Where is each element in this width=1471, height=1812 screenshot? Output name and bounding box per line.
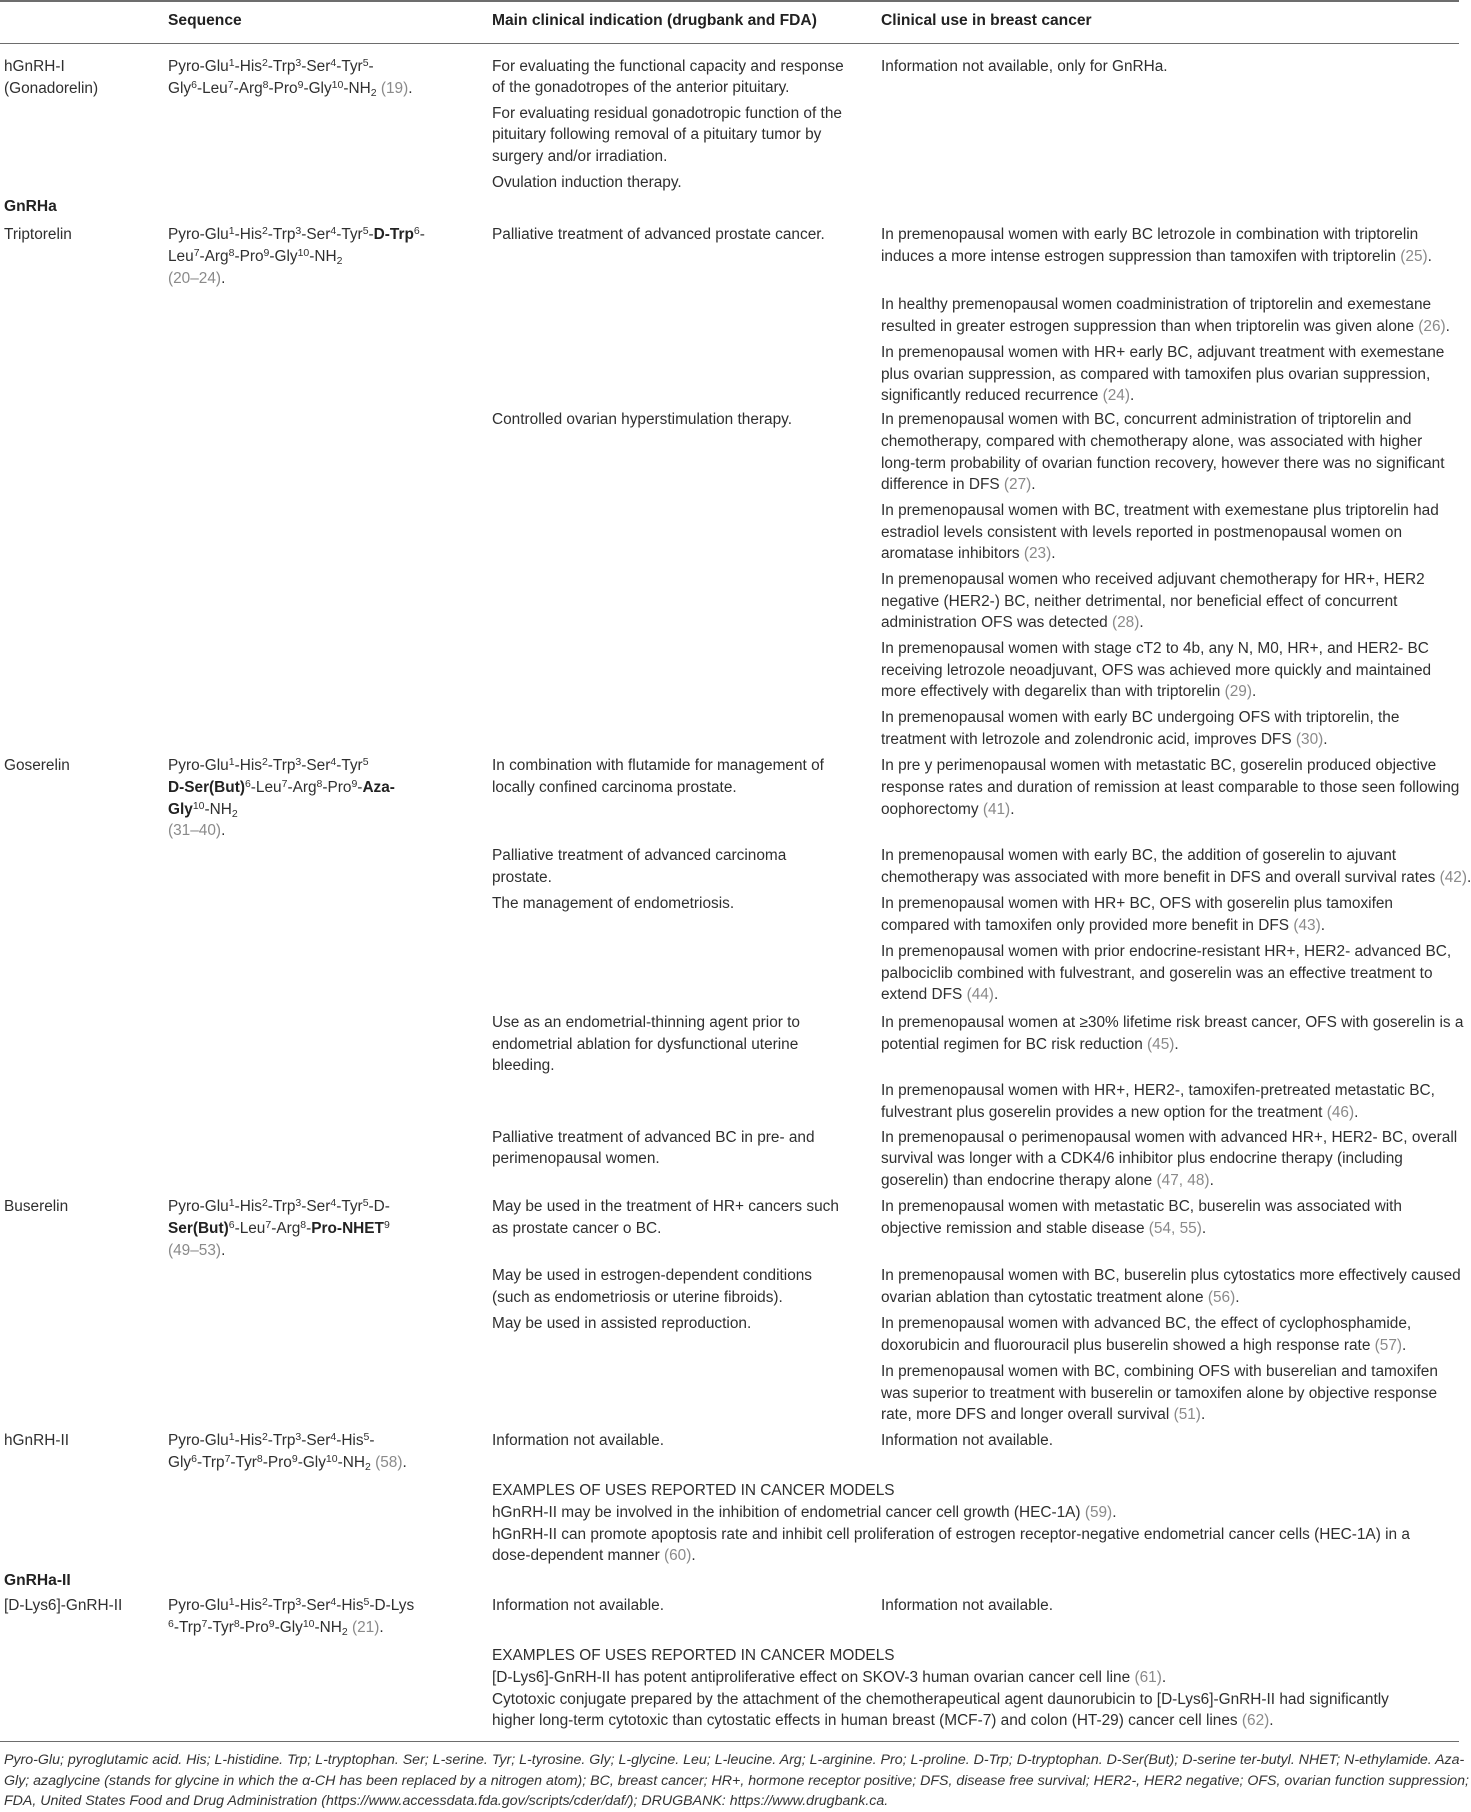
header-rule <box>0 43 1459 44</box>
clinical-use-line: Information not available, only for GnRHa. <box>881 58 1168 75</box>
indication-line: The management of endometriosis. <box>492 895 735 912</box>
indication-line: Use as an endometrial-thinning agent prior to <box>492 1014 800 1031</box>
indication-line: pituitary following removal of a pituitary tumor by <box>492 126 822 143</box>
example-line: dose-dependent manner (60). <box>492 1547 696 1564</box>
reference-link[interactable]: (31–40) <box>168 822 222 839</box>
indication-line: Palliative treatment of advanced prostate cancer. <box>492 226 825 243</box>
clinical-use-line: administration OFS was detected (28). <box>881 614 1144 631</box>
sequence-line: Pyro-Glu$^1$-His$^2$-Trp$^3$-Ser$^4$-Tyr$^5$- <box>168 57 374 75</box>
header-clinical-use: Clinical use in breast cancer <box>881 12 1092 29</box>
clinical-use-line: In premenopausal o perimenopausal women with advanced HR+, HER2- BC, overall <box>881 1129 1458 1146</box>
hormone-name: Triptorelin <box>4 226 72 243</box>
clinical-use-line: In premenopausal women with BC, combining OFS with buserelian and tamoxifen <box>881 1363 1438 1380</box>
indication-line: as prostate cancer o BC. <box>492 1220 662 1237</box>
clinical-use-line: In premenopausal women with BC, concurrent administration of triptorelin and <box>881 411 1412 428</box>
clinical-use-line: In premenopausal women with early BC undergoing OFS with triptorelin, the <box>881 709 1400 726</box>
clinical-use-line: palbociclib combined with fulvestrant, and goserelin was an effective treatment to <box>881 965 1433 982</box>
clinical-use-line: fulvestrant plus goserelin provides a new option for the treatment (46). <box>881 1104 1359 1121</box>
reference-link[interactable]: (23) <box>1023 545 1052 562</box>
hormone-name: hGnRH-I <box>4 58 65 75</box>
indication-line: Palliative treatment of advanced BC in pre- and <box>492 1129 815 1146</box>
reference-link[interactable]: (61) <box>1134 1669 1162 1686</box>
sequence-line: (49–53). <box>168 1242 226 1259</box>
sequence-line: $^6-Trp^7-Tyr^8-Pro^9-Gly^{10}-NH_2$ (21). <box>168 1618 384 1638</box>
clinical-use-line: In premenopausal women with metastatic BC, buserelin was associated with <box>881 1198 1402 1215</box>
examples-heading: EXAMPLES OF USES REPORTED IN CANCER MODELS <box>492 1647 895 1664</box>
reference-link[interactable]: (41) <box>982 801 1011 818</box>
examples-heading: EXAMPLES OF USES REPORTED IN CANCER MODELS <box>492 1482 895 1499</box>
table-bottom-rule <box>0 1741 1459 1742</box>
clinical-use-line: was superior to treatment with buserelin or tamoxifen alone by objective response <box>881 1385 1438 1402</box>
clinical-use-line: doxorubicin and fluorouracil plus buserelin showed a high response rate (57). <box>881 1337 1407 1354</box>
indication-line: Ovulation induction therapy. <box>492 174 682 191</box>
sequence-line: (31–40). <box>168 822 226 839</box>
clinical-use-line: difference in DFS (27). <box>881 476 1036 493</box>
clinical-use-line: receiving letrozole neoadjuvant, OFS was achieved more quickly and maintained <box>881 662 1432 679</box>
header-sequence: Sequence <box>168 12 242 29</box>
example-line: [D-Lys6]-GnRH-II has potent antiproliferative effect on SKOV-3 human ovarian cancer cell line (61). <box>492 1669 1167 1686</box>
group-heading-gnrha-ii: GnRHa-II <box>4 1572 71 1589</box>
clinical-use-line: estradiol levels consistent with levels reported in postmenopausal women on <box>881 524 1402 541</box>
clinical-use-line: aromatase inhibitors (23). <box>881 545 1056 562</box>
reference-link[interactable]: (56) <box>1207 1289 1236 1306</box>
header-main-clinical-indication: Main clinical indication (drugbank and FDA) <box>492 12 817 29</box>
clinical-use-line: negative (HER2-) BC, neither detrimental, nor beneficial effect of concurrent <box>881 593 1398 610</box>
reference-link[interactable]: (44) <box>966 986 994 1003</box>
clinical-use-line: Information not available. <box>881 1432 1053 1449</box>
clinical-use-line: treatment with letrozole and zolendronic acid, improves DFS (30). <box>881 731 1328 748</box>
clinical-use-line: In premenopausal women with HR+ BC, OFS with goserelin plus tamoxifen <box>881 895 1393 912</box>
clinical-use-line: In premenopausal women with BC, treatment with exemestane plus triptorelin had <box>881 502 1439 519</box>
reference-link[interactable]: (28) <box>1111 614 1140 631</box>
reference-link[interactable]: (54, 55) <box>1148 1220 1202 1237</box>
indication-line: locally confined carcinoma prostate. <box>492 779 737 796</box>
clinical-use-line: extend DFS (44). <box>881 986 999 1003</box>
clinical-use-line: survival was longer with a CDK4/6 inhibitor plus endocrine therapy (including <box>881 1150 1403 1167</box>
reference-link[interactable]: (27) <box>1003 476 1032 493</box>
hormone-name: Goserelin <box>4 757 70 774</box>
indication-line: (such as endometriosis or uterine fibroids). <box>492 1289 783 1306</box>
reference-link[interactable]: (57) <box>1374 1337 1403 1354</box>
indication-line: of the gonadotropes of the anterior pituitary. <box>492 79 790 96</box>
sequence-line: $Gly^{10}-NH_2$ <box>168 800 238 820</box>
indication-line: endometrial ablation for dysfunctional uterine <box>492 1036 799 1053</box>
table-footnote <box>4 1750 1469 1812</box>
sequence-line: $Gly^6-Leu^7-Arg^8-Pro^9-Gly^{10}-NH_2$ (19). <box>168 79 413 99</box>
example-line: hGnRH-II may be involved in the inhibition of endometrial cancer cell growth (HEC-1A) (59). <box>492 1504 1117 1521</box>
reference-link[interactable]: (45) <box>1147 1036 1175 1053</box>
clinical-use-line: resulted in greater estrogen suppression than when triptorelin was given alone (26). <box>881 318 1450 335</box>
sequence-line: (20–24). <box>168 270 226 287</box>
reference-link[interactable]: (20–24) <box>168 270 222 287</box>
indication-line: May be used in the treatment of HR+ cancers such <box>492 1198 839 1215</box>
clinical-use-line: long-term probability of ovarian function recovery, however there was no significant <box>881 455 1445 472</box>
sequence-line: $Gly^6-Trp^7-Tyr^8-Pro^9-Gly^{10}-NH_2$ (58). <box>168 1453 407 1473</box>
hormone-name: hGnRH-II <box>4 1432 69 1449</box>
clinical-use-line: potential regimen for BC risk reduction (45). <box>881 1036 1179 1053</box>
clinical-use-line: compared with tamoxifen only provided more benefit in DFS (43). <box>881 917 1325 934</box>
reference-link[interactable]: (21) <box>351 1619 380 1636</box>
reference-link[interactable]: (51) <box>1173 1406 1201 1423</box>
indication-line: Palliative treatment of advanced carcinoma <box>492 847 787 864</box>
hormone-name: [D-Lys6]-GnRH-II <box>4 1597 123 1614</box>
table-top-rule <box>0 0 1459 2</box>
sequence-line: Pyro-Glu$^1$-His$^2$-Trp$^3$-Ser$^4$-His$^5$-D-Lys <box>168 1596 415 1614</box>
indication-line: May be used in estrogen-dependent conditions <box>492 1267 813 1284</box>
clinical-use-line: objective remission and stable disease (54, 55). <box>881 1220 1207 1237</box>
footnote-line: FDA, United States Food and Drug Administration (https://www.accessdata.fda.gov/scripts/cder/daf/); DRUGBANK: https://www.drugbank.ca. <box>4 1793 889 1809</box>
group-heading-gnrha: GnRHa <box>4 198 57 215</box>
footnote-line: Gly; azaglycine (stands for glycine in which the α-CH has been replaced by a nitrogen atom); BC, breast cancer; HR+, hormone receptor positive; DFS, disease free survival; HER2-, HER2 negative; OFS, ovarian function suppression; <box>4 1772 1469 1789</box>
reference-link[interactable]: (25) <box>1400 248 1428 265</box>
indication-line: bleeding. <box>492 1057 555 1074</box>
reference-link[interactable]: (43) <box>1293 917 1321 934</box>
reference-link[interactable]: (42) <box>1439 869 1467 886</box>
sequence-line: $Leu^7-Arg^8-Pro^9-Gly^{10}-NH_2$ <box>168 247 343 267</box>
indication-line: For evaluating residual gonadotropic function of the <box>492 105 842 122</box>
indication-line: surgery and/or irradiation. <box>492 148 668 165</box>
example-line: Cytotoxic conjugate prepared by the attachment of the chemotherapeutical agent daunorubicin to [D-Lys6]-GnRH-II had significantly <box>492 1691 1389 1708</box>
indication-line: In combination with flutamide for management of <box>492 757 824 774</box>
reference-link[interactable]: (62) <box>1241 1712 1270 1729</box>
sequence-line: D-Ser(But)$^6$-Leu$^7$-Arg$^8$-Pro$^9$-Aza- <box>168 778 395 796</box>
sequence-line: Ser(But)$^6$-Leu$^7$-Arg$^8$-Pro-NHET$^9$ <box>168 1219 390 1237</box>
clinical-use-line: chemotherapy, compared with chemotherapy alone, was associated with higher <box>881 433 1423 450</box>
example-line: higher long-term cytotoxic than cytostatic effects in human breast (MCF-7) and colon (HT-29) cancer cell lines (62). <box>492 1712 1274 1729</box>
clinical-use-line: In premenopausal women with HR+, HER2-, tamoxifen-pretreated metastatic BC, <box>881 1082 1435 1099</box>
clinical-use-line: oophorectomy (41). <box>881 801 1015 818</box>
hormone-alt-name: (Gonadorelin) <box>4 80 99 97</box>
sequence-line: Pyro-Glu$^1$-His$^2$-Trp$^3$-Ser$^4$-Tyr$^5$-D- <box>168 1197 390 1215</box>
indication-line: Information not available. <box>492 1432 664 1449</box>
clinical-use-line: In premenopausal women with HR+ early BC, adjuvant treatment with exemestane <box>881 344 1445 361</box>
reference-link[interactable]: (49–53) <box>168 1242 222 1259</box>
indication-line: prostate. <box>492 869 552 886</box>
reference-link[interactable]: (46) <box>1326 1104 1355 1121</box>
footnote-line: Pyro-Glu; pyroglutamic acid. His; L-histidine. Trp; L-tryptophan. Ser; L-serine. Tyr; L-tyrosine. Gly; L-glycine. Leu; L-leucine. Arg; L-arginine. Pro; L-proline. D-Trp; D-tryptophan. D-Ser(But); D-serine ter-butyl. NHET; N-ethylamide. Aza- <box>4 1752 1465 1768</box>
example-line: hGnRH-II can promote apoptosis rate and inhibit cell proliferation of estrogen receptor-negative endometrial cancer cells (HEC-1A) in a <box>492 1526 1410 1543</box>
clinical-use-line: In pre y perimenopausal women with metastatic BC, goserelin produced objective <box>881 757 1437 774</box>
clinical-use-line: chemotherapy was associated with more benefit in DFS and overall survival rates (42). <box>881 869 1471 886</box>
clinical-use-line: more effectively with degarelix than with triptorelin (29). <box>881 683 1257 700</box>
indication-line: May be used in assisted reproduction. <box>492 1315 752 1332</box>
reference-link[interactable]: (58) <box>375 1454 403 1471</box>
reference-link[interactable]: (29) <box>1224 683 1252 700</box>
indication-line: Controlled ovarian hyperstimulation therapy. <box>492 411 792 428</box>
sequence-line: Pyro-Glu$^1$-His$^2$-Trp$^3$-Ser$^4$-Tyr$^5$-D-Trp$^6$- <box>168 225 425 243</box>
hormone-name: Buserelin <box>4 1198 69 1215</box>
clinical-use-line: ovarian ablation than cytostatic treatment alone (56). <box>881 1289 1240 1306</box>
clinical-use-line: induces a more intense estrogen suppression than tamoxifen with triptorelin (25). <box>881 248 1432 265</box>
clinical-use-line: In premenopausal women with BC, buserelin plus cytostatics more effectively caused <box>881 1267 1461 1284</box>
clinical-use-line: In premenopausal women with early BC letrozole in combination with triptorelin <box>881 226 1419 243</box>
indication-line: perimenopausal women. <box>492 1150 660 1167</box>
clinical-use-line: In premenopausal women with early BC, the addition of goserelin to ajuvant <box>881 847 1397 864</box>
clinical-use-line: response rates and duration of remission at least comparable to those seen following <box>881 779 1460 796</box>
clinical-use-line: goserelin) than endocrine therapy alone (47, 48). <box>881 1172 1214 1189</box>
reference-link[interactable]: (30) <box>1295 731 1324 748</box>
clinical-use-line: plus ovarian suppression, as compared with tamoxifen plus ovarian suppression, <box>881 366 1431 383</box>
clinical-use-line: In premenopausal women with prior endocrine-resistant HR+, HER2- advanced BC, <box>881 943 1452 960</box>
reference-link[interactable]: (24) <box>1102 387 1130 404</box>
sequence-line: Pyro-Glu$^1$-His$^2$-Trp$^3$-Ser$^4$-His$^5$- <box>168 1431 375 1449</box>
clinical-use-line: In premenopausal women at ≥30% lifetime risk breast cancer, OFS with goserelin is a <box>881 1014 1464 1031</box>
reference-link[interactable]: (47, 48) <box>1156 1172 1210 1189</box>
sequence-line: Pyro-Glu$^1$-His$^2$-Trp$^3$-Ser$^4$-Tyr$^5$ <box>168 756 369 774</box>
clinical-use-line: In premenopausal women with advanced BC, the effect of cyclophosphamide, <box>881 1315 1412 1332</box>
reference-link[interactable]: (19) <box>380 80 409 97</box>
clinical-use-line: In healthy premenopausal women coadministration of triptorelin and exemestane <box>881 296 1432 313</box>
clinical-use-line: Information not available. <box>881 1597 1053 1614</box>
clinical-use-line: rate, more DFS and longer overall survival (51). <box>881 1406 1206 1423</box>
reference-link[interactable]: (59) <box>1084 1504 1113 1521</box>
clinical-use-line: In premenopausal women with stage cT2 to 4b, any N, M0, HR+, and HER2- BC <box>881 640 1429 657</box>
indication-line: For evaluating the functional capacity and response <box>492 58 844 75</box>
indication-line: Information not available. <box>492 1597 664 1614</box>
reference-link[interactable]: (60) <box>664 1547 692 1564</box>
reference-link[interactable]: (26) <box>1418 318 1446 335</box>
clinical-use-line: In premenopausal women who received adjuvant chemotherapy for HR+, HER2 <box>881 571 1425 588</box>
clinical-use-line: significantly reduced recurrence (24). <box>881 387 1135 404</box>
